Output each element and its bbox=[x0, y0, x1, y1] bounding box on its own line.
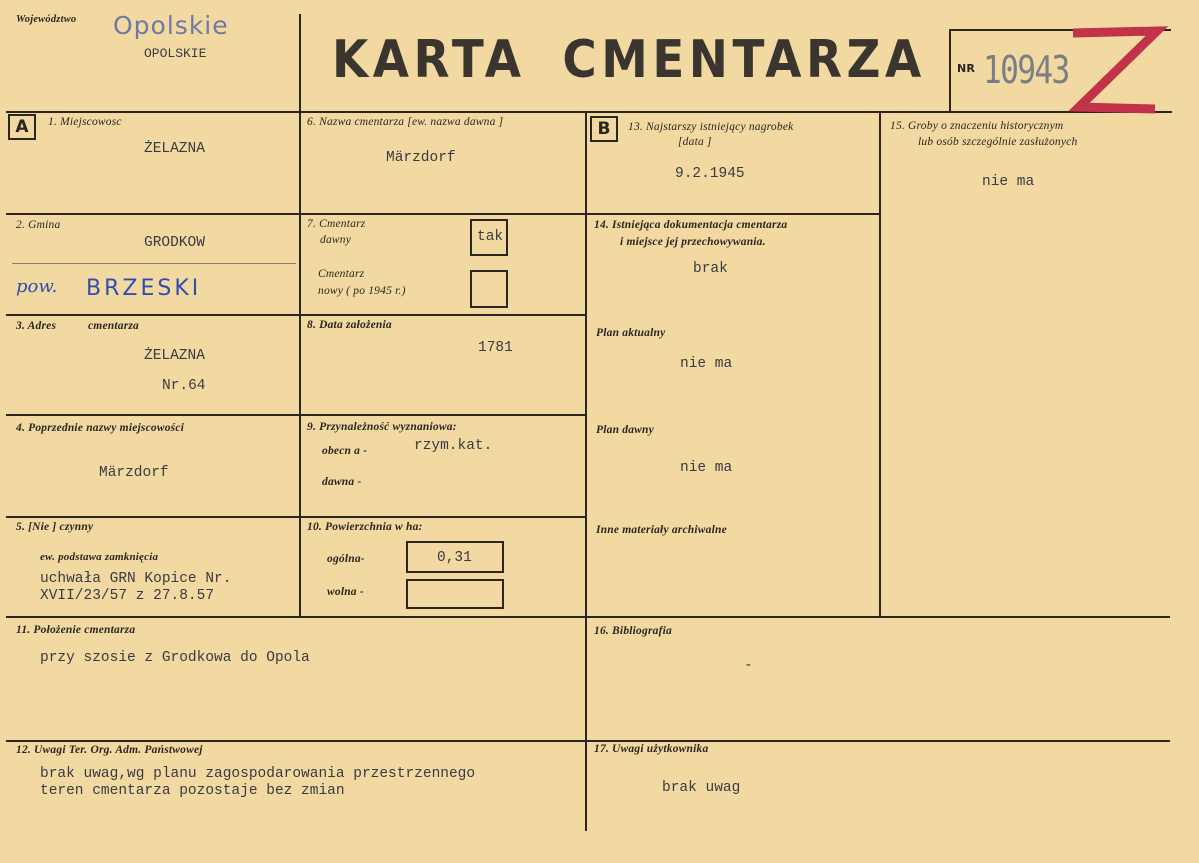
other-materials-label: Inne materiały archiwalne bbox=[596, 524, 727, 536]
field-13-label-2: [data ] bbox=[678, 136, 712, 148]
rule-a6 bbox=[6, 740, 1170, 742]
section-a-marker: A bbox=[8, 114, 36, 140]
plan-old-label: Plan dawny bbox=[596, 424, 654, 436]
voivodeship-label: Województwo bbox=[16, 14, 77, 25]
field-12-value-line2: teren cmentarza pozostaje bez zmian bbox=[40, 783, 345, 799]
field-10-total-value: 0,31 bbox=[437, 550, 472, 566]
field-5-value-line1: uchwała GRN Kopice Nr. bbox=[40, 571, 232, 587]
field-16-value: - bbox=[744, 658, 753, 674]
field-1-label: 1. Miejscowosc bbox=[48, 116, 122, 128]
field-17-value: brak uwag bbox=[662, 780, 741, 796]
field-11-label: 11. Położenie cmentarza bbox=[16, 624, 136, 636]
voivodeship-stamp: Opolskie bbox=[113, 11, 229, 40]
field-8-value: 1781 bbox=[478, 340, 513, 356]
rule-a5 bbox=[6, 616, 1170, 618]
rule-col3 bbox=[879, 111, 881, 618]
category-mark bbox=[1065, 25, 1175, 120]
field-12-value-line1: brak uwag,wg planu zagospodarowania przestrzennego bbox=[40, 766, 476, 782]
rule-a4 bbox=[6, 516, 586, 518]
field-1-value: ŻELAZNA bbox=[144, 141, 205, 157]
plan-current-label: Plan aktualny bbox=[596, 327, 666, 339]
plan-current-value: nie ma bbox=[680, 356, 733, 372]
field-15-label-2: lub osób szczególnie zasłużonych bbox=[918, 136, 1078, 148]
rule-col1 bbox=[299, 111, 301, 617]
number-label: NR bbox=[957, 62, 976, 75]
field-7-new-checkbox bbox=[470, 270, 508, 308]
field-2-label: 2. Gmina bbox=[16, 219, 61, 231]
rule-a2 bbox=[6, 314, 586, 316]
field-7-old-value: tak bbox=[477, 229, 504, 245]
field-5-label: 5. [Nie ] czynny bbox=[16, 521, 94, 533]
field-9-current-value: rzym.kat. bbox=[414, 438, 493, 454]
field-6-value: Märzdorf bbox=[386, 150, 456, 166]
field-9-former-label: dawna - bbox=[322, 476, 362, 488]
field-5-value-line2: XVII/23/57 z 27.8.57 bbox=[40, 588, 215, 604]
field-3-value-line2: Nr.64 bbox=[162, 378, 206, 394]
rule-a1 bbox=[6, 213, 586, 215]
field-3-value-line1: ŻELAZNA bbox=[144, 348, 205, 364]
rule-pow-thin bbox=[12, 263, 296, 264]
field-15-value: nie ma bbox=[982, 174, 1035, 190]
field-14-label: 14. Istniejąca dokumentacja cmentarza bbox=[594, 219, 788, 231]
field-13-label: 13. Najstarszy istniejący nagrobek bbox=[628, 121, 794, 133]
field-2-value: GRODKOW bbox=[144, 235, 205, 251]
field-10-free-label: wolna - bbox=[327, 586, 364, 598]
field-3-label-b: cmentarza bbox=[88, 320, 139, 332]
plan-old-value: nie ma bbox=[680, 460, 733, 476]
category-mark-z bbox=[1073, 31, 1157, 109]
field-7-label-new-2: nowy ( po 1945 r.) bbox=[318, 285, 406, 297]
field-7-label-new-1: Cmentarz bbox=[318, 268, 365, 280]
field-14-value: brak bbox=[693, 261, 728, 277]
field-2-pow-label: pow. bbox=[16, 276, 58, 297]
field-16-label: 16. Bibliografia bbox=[594, 625, 672, 637]
field-10-free-box bbox=[406, 579, 504, 609]
rule-col2 bbox=[585, 111, 587, 831]
rule-b1 bbox=[585, 213, 881, 215]
field-6-label: 6. Nazwa cmentarza [ew. nazwa dawna ] bbox=[307, 116, 504, 128]
field-15-label: 15. Groby o znaczeniu historycznym bbox=[890, 120, 1064, 132]
field-17-label: 17. Uwagi użytkownika bbox=[594, 743, 709, 755]
rule-header-divider bbox=[299, 14, 301, 111]
voivodeship-typed: OPOLSKIE bbox=[144, 46, 207, 61]
field-7-label-old-2: dawny bbox=[320, 234, 352, 246]
field-7-label-old-1: 7. Cmentarz bbox=[307, 218, 366, 230]
field-10-total-label: ogólna- bbox=[327, 553, 365, 565]
field-14-label-2: i miejsce jej przechowywania. bbox=[620, 236, 766, 248]
field-9-current-label: obecn a - bbox=[322, 445, 368, 457]
field-9-label: 9. Przynależność wyznaniowa: bbox=[307, 421, 457, 433]
field-13-value: 9.2.1945 bbox=[675, 166, 745, 182]
field-11-value: przy szosie z Grodkowa do Opola bbox=[40, 650, 310, 666]
card-title: KARTA CMENTARZA bbox=[332, 30, 926, 90]
card-number: 10943 bbox=[983, 48, 1069, 92]
field-4-label: 4. Poprzednie nazwy miejscowości bbox=[16, 422, 185, 434]
field-2-pow-value: BRZESKI bbox=[86, 276, 202, 301]
field-5-sublabel: ew. podstawa zamknięcia bbox=[40, 551, 159, 563]
section-b-marker: B bbox=[590, 116, 618, 142]
rule-a3 bbox=[6, 414, 586, 416]
field-12-label: 12. Uwagi Ter. Org. Adm. Państwowej bbox=[16, 744, 203, 756]
field-8-label: 8. Data założenia bbox=[307, 319, 392, 331]
field-4-value: Märzdorf bbox=[99, 465, 169, 481]
field-3-label: 3. Adres bbox=[16, 320, 57, 332]
field-10-label: 10. Powierzchnia w ha: bbox=[307, 521, 423, 533]
